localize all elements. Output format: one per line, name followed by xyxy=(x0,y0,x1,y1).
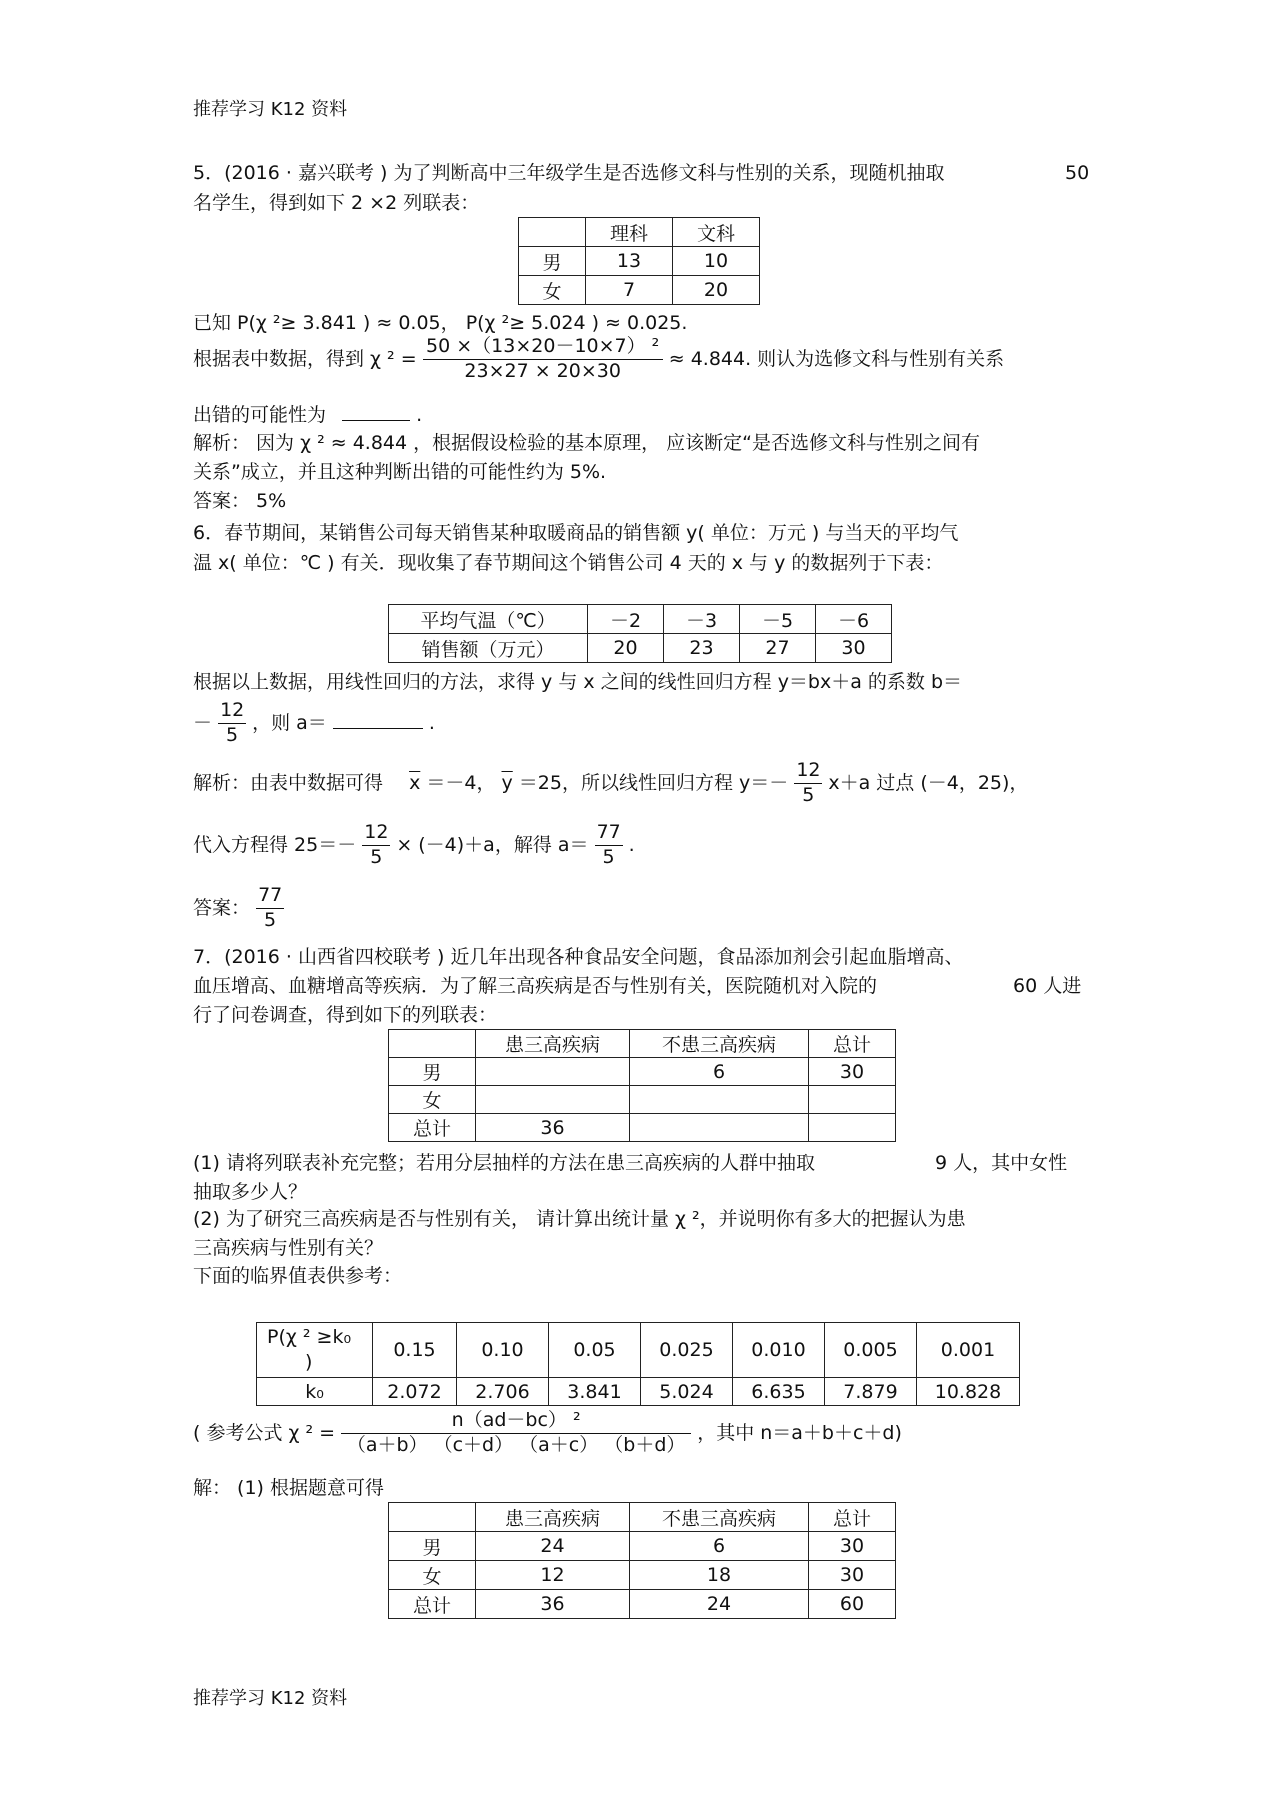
fraction-denominator: 5 xyxy=(218,723,246,747)
table-cell: －5 xyxy=(740,605,816,634)
q5-contingency-table xyxy=(518,217,760,305)
table-cell: 6 xyxy=(630,1058,809,1086)
fraction-denominator: （a＋b） （c＋d） （a＋c） （b＋d） xyxy=(341,1433,691,1457)
table-cell xyxy=(257,1323,373,1378)
table-cell: 总计 xyxy=(389,1590,476,1619)
fraction-denominator: 5 xyxy=(794,783,822,807)
critical-value-table xyxy=(256,1322,1020,1406)
q7-solution-intro: 解： (1) 根据题意可得 xyxy=(193,1477,384,1499)
table-cell: 总计 xyxy=(809,1030,896,1058)
q7-part1-line2: 抽取多少人？ xyxy=(193,1181,308,1203)
table-cell: 30 xyxy=(809,1058,896,1086)
table-cell: 0.15 xyxy=(373,1323,457,1378)
q5-answer: 答案： 5% xyxy=(193,490,287,512)
table-cell: 不患三高疾病 xyxy=(630,1503,809,1532)
y-bar: $\overline{y}$ xyxy=(501,771,513,794)
table-cell: 20 xyxy=(588,634,664,663)
a-value-fraction xyxy=(595,822,623,869)
table-cell: 2.706 xyxy=(457,1378,549,1406)
chi-square-fraction xyxy=(423,336,663,383)
q5-formula xyxy=(193,336,1004,383)
fraction-denominator: 5 xyxy=(595,845,623,869)
formula-prefix: 根据表中数据，得到 χ ² = xyxy=(193,347,417,370)
table-cell: 23 xyxy=(664,634,740,663)
p-label-close: ) xyxy=(305,1351,313,1373)
page-header: 推荐学习 K12 资料 xyxy=(193,99,348,120)
q6-line2: 温 x( 单位：℃ ) 有关．现收集了春节期间这个销售公司 4 天的 x 与 y 的数据列于下表： xyxy=(193,552,944,574)
analysis-text: ＝25，所以线性回归方程 y＝－ xyxy=(518,771,789,794)
fraction-denominator: 5 xyxy=(256,908,284,932)
q5-line1: 5．(2016 · 嘉兴联考 ) 为了判断高中三年级学生是否选修文科与性别的关系，现随机抽取 xyxy=(193,162,945,184)
coefficient-fraction xyxy=(218,700,246,747)
table-cell: 0.005 xyxy=(825,1323,917,1378)
table-cell: 13 xyxy=(586,247,673,276)
formula-prefix: ( 参考公式 χ ² = xyxy=(193,1421,336,1444)
table-cell: 男 xyxy=(389,1058,476,1086)
table-cell: 5.024 xyxy=(641,1378,733,1406)
slope-fraction xyxy=(362,822,390,869)
table-cell: 10 xyxy=(673,247,760,276)
q7-line2: 血压增高、血糖增高等疾病．为了解三高疾病是否与性别有关，医院随机对入院的 xyxy=(193,975,878,997)
table-cell: 12 xyxy=(476,1561,630,1590)
table-cell xyxy=(389,1503,476,1532)
table-cell: 0.025 xyxy=(641,1323,733,1378)
formula-suffix: ≈ 4.844. 则认为选修文科与性别有关系 xyxy=(668,347,1005,370)
chi-square-formula-fraction xyxy=(341,1410,691,1457)
fraction-numerator: 77 xyxy=(258,884,283,906)
fraction-denominator: 23×27 × 20×30 xyxy=(423,359,663,383)
q5-line1-number: 50 xyxy=(1065,162,1090,184)
q6-line3: 根据以上数据，用线性回归的方法，求得 y 与 x 之间的线性回归方程 y＝bx＋a 的系数 b＝ xyxy=(193,671,963,693)
q7-reference-note: 下面的临界值表供参考： xyxy=(193,1265,403,1287)
table-cell: 女 xyxy=(389,1086,476,1114)
q5-line2: 名学生，得到如下 2 ×2 列联表： xyxy=(193,192,480,214)
table-cell xyxy=(389,1030,476,1058)
q5-analysis-line2: 关系”成立，并且这种判断出错的可能性约为 5%. xyxy=(193,461,607,483)
table-cell: 销售额（万元） xyxy=(389,634,588,663)
table-cell xyxy=(809,1114,896,1142)
slope-fraction xyxy=(794,760,822,807)
table-cell: 0.001 xyxy=(917,1323,1020,1378)
q5-question-end: 出错的可能性为 . xyxy=(193,404,423,426)
fraction-numerator: 12 xyxy=(796,759,821,781)
table-cell: 男 xyxy=(389,1532,476,1561)
table-cell: 总计 xyxy=(809,1503,896,1532)
analysis-text: x＋a 过点 (－4，25)， xyxy=(828,771,1029,794)
q7-line1: 7．(2016 · 山西省四校联考 ) 近几年出现各种食品安全问题，食品添加剂会引起血脂增高、 xyxy=(193,946,964,968)
table-cell: 30 xyxy=(809,1532,896,1561)
table-cell: 女 xyxy=(519,276,586,305)
q6-substitution: 代入方程得 25＝－ $\frac{12}{5}$ × (－4)＋a，解得 a＝ $\frac{77}{5}$ . xyxy=(193,821,635,868)
table-cell: 6 xyxy=(630,1532,809,1561)
table-cell: －2 xyxy=(588,605,664,634)
table-cell xyxy=(630,1086,809,1114)
table-cell xyxy=(519,218,586,247)
q6-line4: － $\frac{12}{5}$ ，则 a＝ . xyxy=(193,699,435,746)
q6-line1: 6．春节期间，某销售公司每天销售某种取暖商品的销售额 y( 单位：万元 ) 与当天的平均气 xyxy=(193,522,959,544)
table-cell: 0.05 xyxy=(549,1323,641,1378)
q7-reference-formula xyxy=(193,1410,902,1457)
q7-completed-table xyxy=(388,1502,896,1619)
table-cell: 平均气温（℃） xyxy=(389,605,588,634)
minus-sign: － xyxy=(193,711,213,734)
table-cell: 男 xyxy=(519,247,586,276)
q7-part1-number: 9 人，其中女性 xyxy=(935,1152,1068,1174)
table-cell: 24 xyxy=(476,1532,630,1561)
q7-line3: 行了问卷调查，得到如下的列联表： xyxy=(193,1004,498,1026)
fraction-numerator: 12 xyxy=(220,699,245,721)
table-cell: 20 xyxy=(673,276,760,305)
q6-analysis xyxy=(193,760,1028,807)
fraction-numerator: 12 xyxy=(364,821,389,843)
question-text: 出错的可能性为 xyxy=(193,404,327,426)
q6-data-table xyxy=(388,604,892,663)
table-cell: 7.879 xyxy=(825,1378,917,1406)
table-cell: 理科 xyxy=(586,218,673,247)
table-cell: －3 xyxy=(664,605,740,634)
table-cell: 患三高疾病 xyxy=(476,1503,630,1532)
formula-suffix: ，其中 n＝a＋b＋c＋d) xyxy=(697,1421,902,1444)
table-cell: 36 xyxy=(476,1590,630,1619)
table-cell: 27 xyxy=(740,634,816,663)
q5-known-values: 已知 P(χ ²≥ 3.841 ) ≈ 0.05， P(χ ²≥ 5.024 ) ≈ 0.025. xyxy=(193,312,688,334)
fraction-numerator: 77 xyxy=(596,821,621,843)
table-cell: 24 xyxy=(630,1590,809,1619)
table-cell: 0.10 xyxy=(457,1323,549,1378)
q7-part2-line2: 三高疾病与性别有关？ xyxy=(193,1237,384,1259)
table-cell: 30 xyxy=(809,1561,896,1590)
table-cell: 7 xyxy=(586,276,673,305)
q5-analysis-line1: 解析： 因为 χ ² ≈ 4.844 ，根据假设检验的基本原理， 应该断定“是否选修文科与性别之间有 xyxy=(193,432,981,454)
table-cell: 6.635 xyxy=(733,1378,825,1406)
table-cell xyxy=(630,1114,809,1142)
page-footer: 推荐学习 K12 资料 xyxy=(193,1688,348,1709)
analysis-text: ＝－4， xyxy=(426,771,496,794)
table-cell: 36 xyxy=(476,1114,630,1142)
q7-part2-line1: (2) 为了研究三高疾病是否与性别有关， 请计算出统计量 χ ²，并说明你有多大的把握认为患 xyxy=(193,1208,966,1230)
answer-label: 答案： xyxy=(193,896,251,919)
fraction-numerator: n（ad－bc） ² xyxy=(451,1409,581,1431)
q7-blank-table xyxy=(388,1029,896,1142)
table-cell: 总计 xyxy=(389,1114,476,1142)
x-bar: $\overline{x}$ xyxy=(409,771,421,794)
table-cell: k₀ xyxy=(257,1378,373,1406)
answer-fraction xyxy=(256,885,284,932)
table-cell: 3.841 xyxy=(549,1378,641,1406)
table-cell: －6 xyxy=(816,605,892,634)
answer-blank xyxy=(333,728,423,729)
table-cell: 0.010 xyxy=(733,1323,825,1378)
question-text: ，则 a＝ xyxy=(252,711,327,734)
table-cell xyxy=(476,1086,630,1114)
table-cell: 患三高疾病 xyxy=(476,1030,630,1058)
answer-blank xyxy=(342,420,410,421)
q6-answer xyxy=(193,885,284,932)
table-cell xyxy=(476,1058,630,1086)
fraction-numerator: 50 ×（13×20－10×7） ² xyxy=(426,335,660,357)
table-cell: 30 xyxy=(816,634,892,663)
q7-part1-line1: (1) 请将列联表补充完整；若用分层抽样的方法在患三高疾病的人群中抽取 xyxy=(193,1152,815,1174)
substitution-text: × (－4)＋a，解得 a＝ xyxy=(396,833,589,856)
fraction-denominator: 5 xyxy=(362,845,390,869)
table-cell: 女 xyxy=(389,1561,476,1590)
table-cell: 10.828 xyxy=(917,1378,1020,1406)
table-cell: 2.072 xyxy=(373,1378,457,1406)
analysis-prefix: 解析：由表中数据可得 xyxy=(193,771,384,794)
table-cell: 60 xyxy=(809,1590,896,1619)
table-cell: 文科 xyxy=(673,218,760,247)
table-cell: 不患三高疾病 xyxy=(630,1030,809,1058)
table-cell xyxy=(809,1086,896,1114)
table-cell: 18 xyxy=(630,1561,809,1590)
p-label: P(χ ² ≥k₀ xyxy=(267,1326,352,1349)
q7-line2-number: 60 人进 xyxy=(1013,975,1082,997)
substitution-prefix: 代入方程得 25＝－ xyxy=(193,833,357,856)
